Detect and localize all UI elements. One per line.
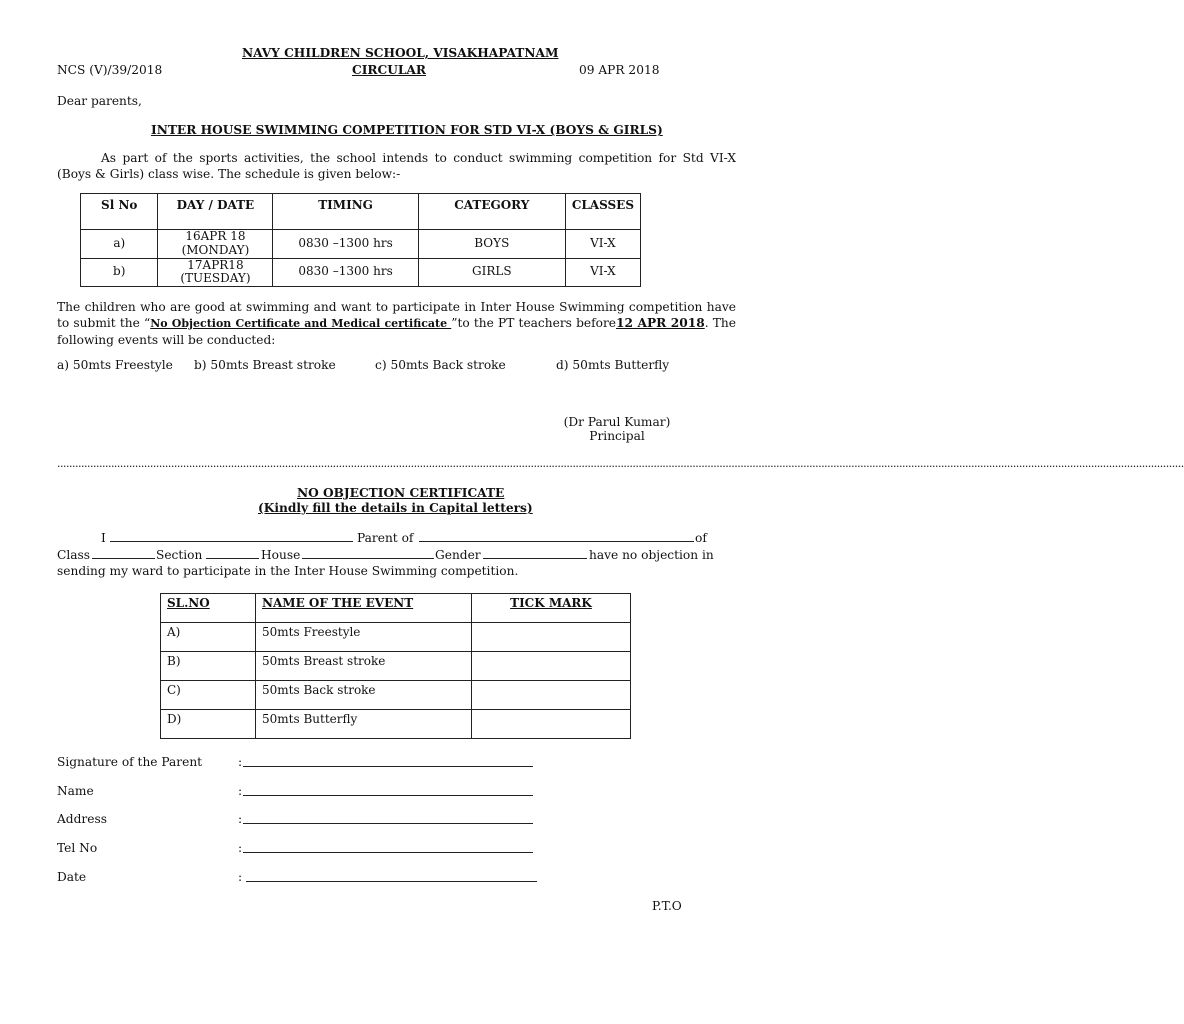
event-table-row: [161, 681, 631, 710]
instructions-part2: ”to the PT teachers before: [451, 316, 616, 331]
noc-consent-line: sending my ward to participate in the Inter House Swimming competition.: [57, 564, 519, 578]
event-table-sl: A): [161, 623, 256, 652]
subject-line: INTER HOUSE SWIMMING COMPETITION FOR STD VI-X (BOYS & GIRLS): [151, 123, 663, 137]
salutation: Dear parents,: [57, 94, 142, 108]
schedule-header-date: DAY / DATE: [158, 194, 273, 230]
schedule-row: [81, 258, 641, 287]
event-selection-table: [160, 593, 631, 739]
pto-note: P.T.O: [652, 899, 682, 913]
class-field[interactable]: [92, 547, 155, 559]
event-table-name: 50mts Butterfly: [256, 710, 472, 739]
address-field[interactable]: [243, 812, 533, 824]
schedule-date: 17APR18: [187, 257, 244, 272]
schedule-sl: b): [81, 258, 158, 287]
ward-name-field[interactable]: [419, 530, 694, 542]
event-table-row: [161, 623, 631, 652]
event-item-breast-stroke: b) 50mts Breast stroke: [194, 358, 336, 372]
signature-colon: :: [238, 755, 243, 769]
event-item-back-stroke: c) 50mts Back stroke: [375, 358, 506, 372]
event-table-sl: C): [161, 681, 256, 710]
signature-label: Signature of the Parent: [57, 755, 203, 769]
event-tick-cell[interactable]: [472, 710, 631, 739]
schedule-header-classes: CLASSES: [565, 194, 640, 230]
section-field[interactable]: [206, 547, 259, 559]
schedule-classes: VI-X: [565, 258, 640, 287]
signatory-name: (Dr Parul Kumar): [563, 415, 671, 429]
event-table-sl: D): [161, 710, 256, 739]
schedule-sl: a): [81, 230, 158, 259]
date-label: Date: [57, 870, 87, 884]
school-name: NAVY CHILDREN SCHOOL, VISAKHAPATNAM: [242, 46, 559, 60]
submission-deadline: 12 APR 2018: [615, 316, 705, 331]
instructions-paragraph: [57, 299, 736, 348]
name-label: Name: [57, 784, 94, 798]
event-table-header-name: NAME OF THE EVENT: [256, 594, 472, 623]
signatory-title: Principal: [589, 429, 645, 443]
event-table-header-row: [161, 594, 631, 623]
event-table-sl: B): [161, 652, 256, 681]
reference-number: NCS (V)/39/2018: [57, 63, 163, 77]
noc-word-parent: Parent of: [357, 531, 414, 545]
certificate-names: No Objection Certificate and Medical certificate: [150, 317, 452, 331]
schedule-day: (TUESDAY): [180, 271, 251, 286]
noc-word-section: Section: [156, 548, 203, 562]
schedule-day: (MONDAY): [181, 242, 250, 257]
event-item-freestyle: a) 50mts Freestyle: [57, 358, 173, 372]
tel-colon: :: [238, 841, 243, 855]
event-item-butterfly: d) 50mts Butterfly: [556, 358, 670, 372]
schedule-category: BOYS: [418, 230, 565, 259]
event-table-row: [161, 710, 631, 739]
event-table-name: 50mts Back stroke: [256, 681, 472, 710]
event-tick-cell[interactable]: [472, 623, 631, 652]
event-tick-cell[interactable]: [472, 652, 631, 681]
circular-title: CIRCULAR: [352, 63, 427, 77]
schedule-date-cell: [158, 258, 273, 287]
schedule-classes: VI-X: [565, 230, 640, 259]
house-field[interactable]: [302, 547, 434, 559]
address-colon: :: [238, 812, 243, 826]
address-label: Address: [57, 812, 107, 826]
noc-word-no-objection: have no objection in: [589, 548, 714, 562]
signature-field[interactable]: [243, 755, 533, 767]
tear-off-line: ........................................................................................................................................................................................................................................................................................................................................................................................: [57, 457, 1184, 470]
noc-word-house: House: [261, 548, 301, 562]
instructions-part3: . The following events will be conducted:: [57, 316, 736, 347]
noc-title: NO OBJECTION CERTIFICATE: [297, 486, 505, 500]
schedule-category: GIRLS: [418, 258, 565, 287]
tel-label: Tel No: [57, 841, 98, 855]
noc-word-of: of: [695, 531, 707, 545]
event-tick-cell[interactable]: [472, 681, 631, 710]
schedule-header-row: [81, 194, 641, 230]
noc-word-class: Class: [57, 548, 90, 562]
event-table-header-sl: SL.NO: [161, 594, 256, 623]
noc-subtitle: (Kindly fill the details in Capital letters): [258, 501, 533, 515]
date-field[interactable]: [246, 870, 537, 882]
schedule-timing: 0830 –1300 hrs: [273, 258, 418, 287]
schedule-timing: 0830 –1300 hrs: [273, 230, 418, 259]
schedule-header-category: CATEGORY: [418, 194, 565, 230]
parent-name-field[interactable]: [110, 530, 353, 542]
schedule-header-sl: Sl No: [81, 194, 158, 230]
event-table-name: 50mts Breast stroke: [256, 652, 472, 681]
event-table-row: [161, 652, 631, 681]
event-table-header-tick: TICK MARK: [472, 594, 631, 623]
event-table-name: 50mts Freestyle: [256, 623, 472, 652]
schedule-row: [81, 230, 641, 259]
noc-word-gender: Gender: [435, 548, 481, 562]
date-colon: :: [238, 870, 243, 884]
schedule-date: 16APR 18: [185, 229, 246, 243]
schedule-table: [80, 193, 641, 287]
schedule-header-timing: TIMING: [273, 194, 418, 230]
intro-paragraph: As part of the sports activities, the school intends to conduct swimming competition for Std VI-X (Boys & Girls) class wise. The schedule is given below:-: [57, 151, 736, 182]
name-colon: :: [238, 784, 243, 798]
instructions-part1: The children who are good at swimming and want to participate in Inter House Swimming competition have to submit the “: [57, 300, 736, 331]
name-field[interactable]: [243, 784, 533, 796]
tel-field[interactable]: [243, 841, 533, 853]
noc-word-i: I: [101, 531, 106, 545]
schedule-date-cell: [158, 230, 273, 259]
gender-field[interactable]: [483, 547, 587, 559]
circular-date: 09 APR 2018: [579, 63, 660, 77]
